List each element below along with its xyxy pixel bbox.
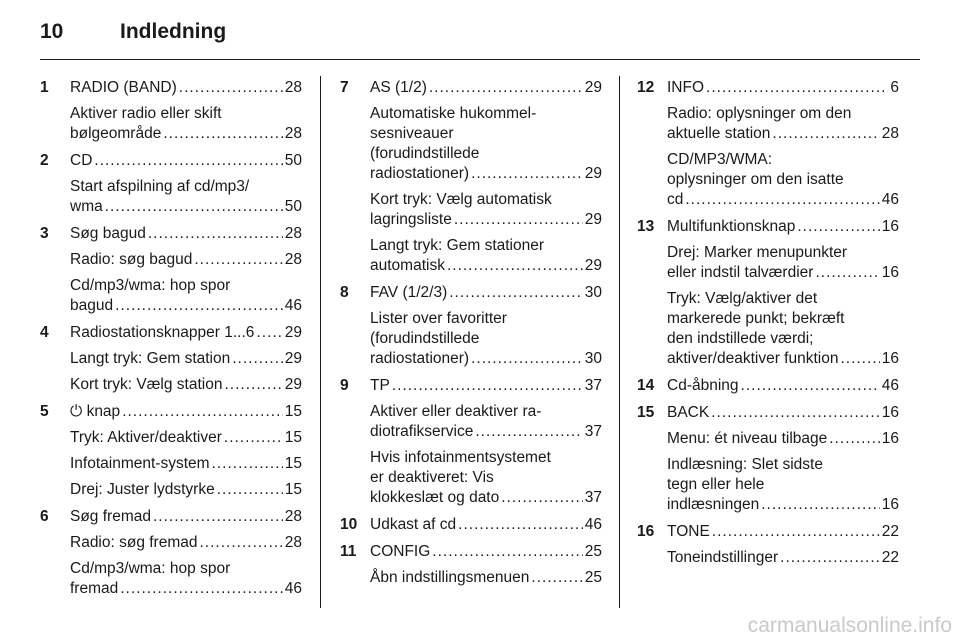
page-header (40, 20, 226, 46)
page-reference[interactable]: 50 (284, 152, 302, 169)
dot-leader (153, 507, 283, 527)
entry-main (370, 542, 602, 562)
sub-entry (667, 243, 899, 283)
dot-leader (94, 151, 282, 171)
entry-line (370, 78, 602, 98)
entry-text-line: Menu: ét niveau tilbage (667, 430, 828, 447)
page-reference[interactable]: 37 (584, 489, 602, 506)
dot-leader (429, 78, 583, 98)
page-reference[interactable]: 16 (881, 264, 899, 281)
entry-text-line: Cd-åbning (667, 377, 739, 394)
entry-line (70, 507, 302, 527)
entry-text-line: TONE (667, 523, 710, 540)
control-number: 3 (40, 225, 49, 242)
dot-leader (148, 224, 283, 244)
page-reference[interactable]: 29 (584, 165, 602, 182)
dot-leader (392, 376, 583, 396)
entry-line (370, 210, 602, 230)
entry-text-line: Multifunktionsknap (667, 218, 796, 235)
entry-line (70, 454, 302, 474)
entry-line (667, 190, 899, 210)
entry-text-line: bagud (70, 297, 114, 314)
entry-text-line: oplysninger om den isatte (667, 171, 844, 188)
index-entry (40, 78, 302, 144)
page-reference[interactable]: 22 (881, 523, 899, 540)
index-entry (40, 323, 302, 395)
entry-text-line: CONFIG (370, 543, 431, 560)
entry-text-line: Aktiver eller deaktiver ra- (370, 403, 542, 420)
page-reference[interactable]: 46 (584, 516, 602, 533)
sub-entry (667, 104, 899, 144)
sub-entry (370, 448, 602, 508)
entry-line (370, 256, 602, 276)
page-reference[interactable]: 29 (584, 79, 602, 96)
column-1 (40, 78, 302, 606)
entry-text-line: AS (1/2) (370, 79, 427, 96)
entry-main (370, 376, 602, 396)
entry-text-line: ⏻ knap (70, 403, 121, 420)
entry-line (70, 579, 302, 599)
page-reference[interactable]: 6 (890, 79, 899, 96)
dot-leader (706, 78, 888, 98)
entry-line (70, 296, 302, 316)
entry-text-line: Radio: oplysninger om den (667, 105, 852, 122)
entry-line (70, 533, 302, 553)
entry-line (370, 568, 602, 588)
dot-leader (761, 495, 880, 515)
index-entry (340, 542, 602, 588)
entry-text-line: Start afspilning af cd/mp3/ (70, 178, 250, 195)
page-reference[interactable]: 28 (284, 79, 302, 96)
entry-main (70, 224, 302, 244)
entry-text-line: Toneindstillinger (667, 549, 779, 566)
entry-line (667, 522, 899, 542)
page-reference[interactable]: 16 (881, 430, 899, 447)
entry-main (667, 522, 899, 542)
entry-line (667, 78, 899, 98)
page-reference[interactable]: 16 (881, 350, 899, 367)
control-number: 2 (40, 152, 49, 169)
sub-entry (70, 250, 302, 270)
dot-leader (685, 190, 879, 210)
page-reference[interactable]: 29 (284, 376, 302, 393)
control-number: 13 (637, 218, 655, 235)
index-entry (637, 522, 899, 568)
page-reference[interactable]: 46 (284, 297, 302, 314)
sub-entry (70, 177, 302, 217)
index-entry (637, 78, 899, 210)
entry-line (667, 263, 899, 283)
entry-line (667, 495, 899, 515)
page-reference[interactable]: 29 (284, 324, 302, 341)
sub-entry (370, 309, 602, 369)
page-reference[interactable]: 15 (284, 455, 302, 472)
control-number: 12 (637, 79, 655, 96)
page-reference[interactable]: 22 (881, 549, 899, 566)
control-number: 8 (340, 284, 349, 301)
sub-entry (70, 349, 302, 369)
entry-line (370, 376, 602, 396)
index-entry (40, 402, 302, 500)
entry-text-line: Langt tryk: Gem stationer (370, 237, 545, 254)
control-number: 10 (340, 516, 358, 533)
entry-main (370, 78, 602, 98)
dot-leader (471, 349, 583, 369)
entry-text-line: (forudindstillede (370, 330, 480, 347)
page-reference[interactable]: 25 (584, 569, 602, 586)
entry-text-line: eller indstil talværdier (667, 264, 814, 281)
entry-main (370, 515, 602, 535)
column-3 (637, 78, 899, 575)
entry-text-line: (forudindstillede (370, 145, 480, 162)
entry-main (667, 78, 899, 98)
page-reference[interactable]: 25 (584, 543, 602, 560)
dot-leader (212, 454, 283, 474)
dot-leader (449, 283, 583, 303)
entry-line (370, 515, 602, 535)
page-reference[interactable]: 30 (584, 284, 602, 301)
entry-text-line: aktiver/deaktiver funktion (667, 350, 839, 367)
entry-line (667, 376, 899, 396)
page-reference[interactable]: 28 (284, 125, 302, 142)
dot-leader (224, 428, 283, 448)
page-reference[interactable]: 30 (584, 350, 602, 367)
page-reference[interactable]: 29 (284, 350, 302, 367)
entry-text-line: Åbn indstillingsmenuen (370, 569, 530, 586)
entry-text-line: automatisk (370, 257, 445, 274)
sub-entry (370, 568, 602, 588)
index-entry (637, 217, 899, 369)
entry-text-line: wma (70, 198, 103, 215)
entry-text-line: TP (370, 377, 390, 394)
dot-leader (711, 403, 880, 423)
dot-leader (741, 376, 880, 396)
entry-text-line: radiostationer) (370, 350, 470, 367)
entry-line (667, 429, 899, 449)
dot-leader (829, 429, 879, 449)
page-number: 10 (40, 20, 64, 43)
entry-text-line: bølgeområde (70, 125, 162, 142)
entry-line (370, 488, 602, 508)
dot-leader (772, 124, 879, 144)
entry-text-line: Hvis infotainmentsystemet (370, 449, 551, 466)
dot-leader (501, 488, 583, 508)
entry-text-line: Kort tryk: Vælg station (70, 376, 223, 393)
entry-line (370, 542, 602, 562)
page-reference[interactable]: 28 (284, 534, 302, 551)
dot-leader (840, 349, 879, 369)
page-reference[interactable]: 29 (584, 257, 602, 274)
dot-leader (232, 349, 283, 369)
entry-line (667, 349, 899, 369)
entry-text-line: Tryk: Aktiver/deaktiver (70, 429, 222, 446)
dot-leader (447, 256, 583, 276)
entry-line (667, 217, 899, 237)
page-reference[interactable]: 15 (284, 481, 302, 498)
sub-entry (70, 104, 302, 144)
entry-text-line: den indstillede værdi; (667, 330, 814, 347)
entry-text-line: Cd/mp3/wma: hop spor (70, 277, 231, 294)
control-number: 5 (40, 403, 49, 420)
entry-main (70, 78, 302, 98)
entry-line (667, 124, 899, 144)
control-number: 15 (637, 404, 655, 421)
entry-text-line: Radio: søg bagud (70, 251, 193, 268)
entry-line (70, 428, 302, 448)
index-entry (637, 403, 899, 515)
entry-line (370, 349, 602, 369)
page-reference[interactable]: 16 (881, 496, 899, 513)
entry-text-line: er deaktiveret: Vis (370, 469, 494, 486)
dot-leader (200, 533, 283, 553)
page-reference[interactable]: 37 (584, 377, 602, 394)
column-divider (320, 76, 321, 608)
entry-main (370, 283, 602, 303)
dot-leader (224, 375, 282, 395)
entry-line (70, 323, 302, 343)
header-rule (40, 59, 920, 60)
entry-text-line: Indlæsning: Slet sidste (667, 456, 823, 473)
dot-leader (120, 579, 283, 599)
dot-leader (471, 164, 583, 184)
sub-entry (370, 104, 602, 184)
dot-leader (712, 522, 880, 542)
entry-text-line: Kort tryk: Vælg automatisk (370, 191, 552, 208)
entry-text-line: radiostationer) (370, 165, 470, 182)
page-reference[interactable]: 28 (284, 508, 302, 525)
entry-text-line: Radio: søg fremad (70, 534, 198, 551)
entry-line (667, 548, 899, 568)
sub-entry (370, 190, 602, 230)
dot-leader (432, 542, 582, 562)
page-reference[interactable]: 46 (881, 377, 899, 394)
entry-text-line: CD/MP3/WMA: (667, 151, 773, 168)
entry-line (70, 480, 302, 500)
dot-leader (122, 402, 283, 422)
entry-line (70, 197, 302, 217)
entry-text-line: markerede punkt; bekræft (667, 310, 845, 327)
dot-leader (797, 217, 879, 237)
watermark: carmanualsonline.info (747, 614, 952, 637)
entry-line (70, 375, 302, 395)
index-entry (340, 283, 602, 369)
sub-entry (667, 548, 899, 568)
dot-leader (458, 515, 583, 535)
dot-leader (780, 548, 880, 568)
control-number: 14 (637, 377, 655, 394)
page-reference[interactable]: 50 (284, 198, 302, 215)
entry-main (667, 403, 899, 423)
entry-line (370, 164, 602, 184)
entry-line (70, 151, 302, 171)
entry-line (70, 250, 302, 270)
entry-text-line: Udkast af cd (370, 516, 457, 533)
entry-text-line: RADIO (BAND) (70, 79, 177, 96)
sub-entry (70, 559, 302, 599)
column-divider (619, 76, 620, 608)
control-number: 11 (340, 543, 357, 560)
dot-leader (256, 323, 282, 343)
dot-leader (475, 422, 582, 442)
entry-text-line: Cd/mp3/wma: hop spor (70, 560, 231, 577)
entry-main (70, 151, 302, 171)
dot-leader (815, 263, 879, 283)
entry-line (667, 403, 899, 423)
dot-leader (163, 124, 282, 144)
page-reference[interactable]: 29 (584, 211, 602, 228)
dot-leader (531, 568, 582, 588)
control-number: 9 (340, 377, 349, 394)
entry-text-line: Søg bagud (70, 225, 146, 242)
control-number: 7 (340, 79, 349, 96)
entry-text-line: Søg fremad (70, 508, 151, 525)
page-reference[interactable]: 28 (284, 251, 302, 268)
entry-text-line: lagringsliste (370, 211, 452, 228)
dot-leader (217, 480, 283, 500)
dot-leader (454, 210, 583, 230)
control-number: 6 (40, 508, 49, 525)
dot-leader (105, 197, 283, 217)
entry-line (70, 124, 302, 144)
entry-text-line: Tryk: Vælg/aktiver det (667, 290, 818, 307)
entry-line (70, 224, 302, 244)
entry-main (70, 507, 302, 527)
entry-text-line: FAV (1/2/3) (370, 284, 448, 301)
page-reference[interactable]: 46 (284, 580, 302, 597)
page-reference[interactable]: 15 (284, 429, 302, 446)
page-reference[interactable]: 28 (284, 225, 302, 242)
entry-text-line: sesniveauer (370, 125, 454, 142)
entry-text-line: Lister over favoritter (370, 310, 507, 327)
index-entry (40, 224, 302, 316)
entry-text-line: Infotainment-system (70, 455, 210, 472)
entry-main (70, 402, 302, 422)
dot-leader (179, 78, 283, 98)
entry-text-line: Langt tryk: Gem station (70, 350, 231, 367)
sub-entry (70, 533, 302, 553)
entry-main (667, 376, 899, 396)
entry-text-line: klokkeslæt og dato (370, 489, 500, 506)
index-entry (40, 151, 302, 217)
entry-text-line: Automatiske hukommel- (370, 105, 537, 122)
sub-entry (370, 402, 602, 442)
sub-entry (70, 375, 302, 395)
page-reference[interactable]: 28 (881, 125, 899, 142)
entry-text-line: diotrafikservice (370, 423, 474, 440)
entry-text-line: Radiostationsknapper 1...6 (70, 324, 255, 341)
index-entry (40, 507, 302, 599)
sub-entry (667, 150, 899, 210)
sub-entry (667, 289, 899, 369)
entry-text-line: fremad (70, 580, 119, 597)
entry-line (370, 283, 602, 303)
entry-line (70, 78, 302, 98)
dot-leader (115, 296, 283, 316)
index-entry (637, 376, 899, 396)
entry-main (70, 323, 302, 343)
sub-entry (70, 276, 302, 316)
page-reference[interactable]: 16 (881, 218, 899, 235)
index-entry (340, 78, 602, 276)
control-number: 4 (40, 324, 49, 341)
page-reference[interactable]: 16 (881, 404, 899, 421)
entry-text-line: cd (667, 191, 684, 208)
sub-entry (70, 428, 302, 448)
control-number: 16 (637, 523, 655, 540)
page-reference[interactable]: 15 (284, 403, 302, 420)
entry-text-line: BACK (667, 404, 710, 421)
entry-text-line: Aktiver radio eller skift (70, 105, 222, 122)
entry-text-line: Drej: Marker menupunkter (667, 244, 848, 261)
control-number: 1 (40, 79, 49, 96)
sub-entry (70, 454, 302, 474)
page-reference[interactable]: 37 (584, 423, 602, 440)
entry-text-line: indlæsningen (667, 496, 760, 513)
sub-entry (70, 480, 302, 500)
entry-text-line: CD (70, 152, 93, 169)
sub-entry (667, 455, 899, 515)
entry-text-line: tegn eller hele (667, 476, 765, 493)
entry-main (667, 217, 899, 237)
column-2 (340, 78, 602, 595)
dot-leader (194, 250, 282, 270)
page-reference[interactable]: 46 (881, 191, 899, 208)
index-entry (340, 376, 602, 508)
page-title: Indledning (120, 20, 227, 43)
entry-text-line: aktuelle station (667, 125, 771, 142)
entry-text-line: Drej: Juster lydstyrke (70, 481, 215, 498)
index-entry (340, 515, 602, 535)
entry-line (70, 402, 302, 422)
entry-text-line: INFO (667, 79, 705, 96)
sub-entry (667, 429, 899, 449)
sub-entry (370, 236, 602, 276)
entry-line (370, 422, 602, 442)
entry-line (70, 349, 302, 369)
